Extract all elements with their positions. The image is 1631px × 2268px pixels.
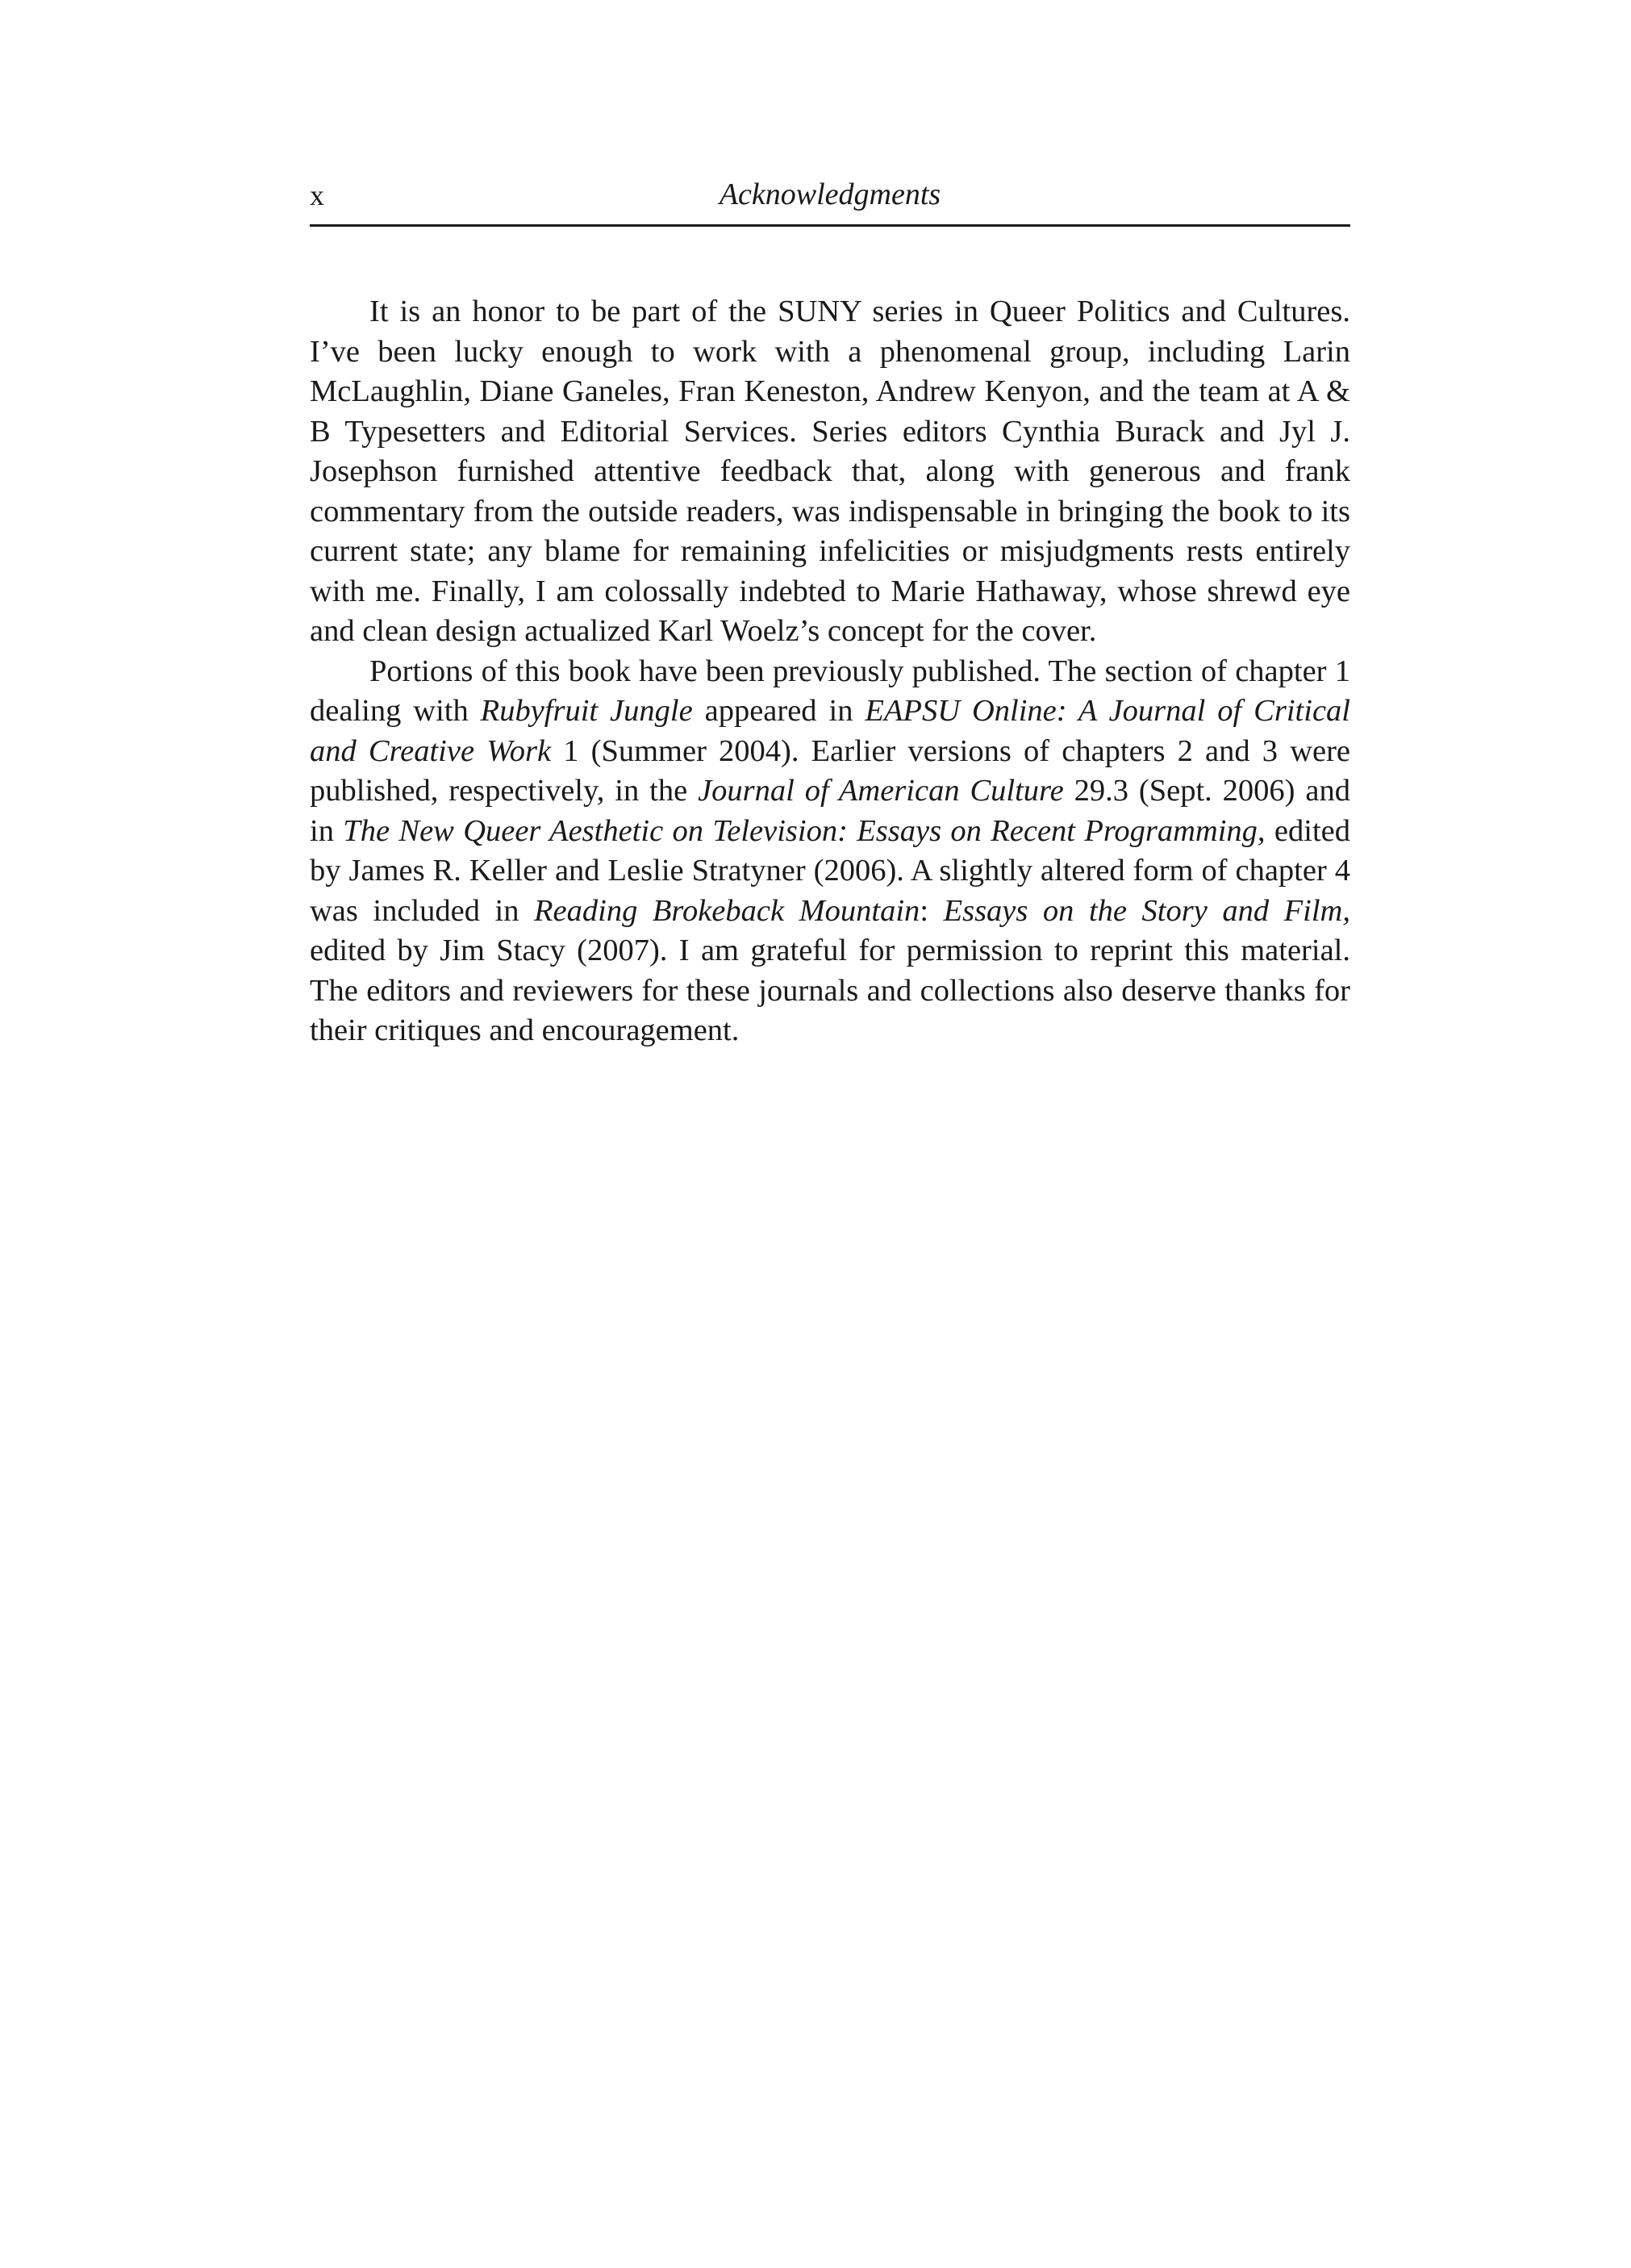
text-run: edited by James R. Keller and Leslie Stratyner (2006). A slightly altered form of chapter 4 was included in: [310, 813, 1350, 928]
italic-subtitle-essays-story-film: Essays on the Story and Film,: [943, 893, 1350, 928]
italic-title-journal-american-culture: Journal of American Culture: [698, 774, 1064, 808]
text-run: Portions of this book have been previously published. The section of chapter 1 dealing with: [310, 654, 1350, 728]
italic-title-eapsu-online: EAPSU Online: A Journal of Critical and Creative Work: [310, 694, 1350, 768]
page-number: x: [310, 179, 324, 211]
italic-title-rubyfruit-jungle: Rubyfruit Jungle: [480, 694, 693, 728]
running-head: [310, 169, 1350, 227]
text-run: edited by Jim Stacy (2007). I am grateful for permission to reprint this material. The editors and reviewers for these journals and collections also deserve thanks for their critiques and encouragement.: [310, 934, 1350, 1047]
paragraph-2: [310, 652, 1350, 1051]
text-run: 1 (Summer 2004). Earlier versions of chapters 2 and 3 were published, respectively, in the: [310, 733, 1350, 808]
text-run: appeared in: [692, 694, 866, 728]
running-head-title: Acknowledgments: [719, 178, 941, 211]
body-text: [310, 292, 1350, 1051]
text-run: :: [920, 893, 944, 928]
text-run: 29.3 (Sept. 2006) and in: [310, 774, 1350, 848]
italic-title-new-queer-aesthetic: The New Queer Aesthetic on Television: Essays on Recent Programming,: [343, 813, 1266, 848]
italic-title-reading-brokeback-mountain: Reading Brokeback Mountain: [534, 893, 920, 928]
paragraph-1: It is an honor to be part of the SUNY series in Queer Politics and Cultures. I’ve been lucky enough to work with a phenomenal group, including Larin McLaughlin, Diane Ganeles, Fran Keneston, Andrew Kenyon, and the team at A & B Typesetters and Editorial Services. Series editors Cynthia Burack and Jyl J. Josephson furnished attentive feedback that, along with generous and frank commentary from the outside readers, was indispensable in bringing the book to its current state; any blame for remaining infelicities or misjudgments rests entirely with me. Finally, I am colossally indebted to Marie Hathaway, whose shrewd eye and clean design actualized Karl Woelz’s concept for the cover.: [310, 294, 1350, 648]
